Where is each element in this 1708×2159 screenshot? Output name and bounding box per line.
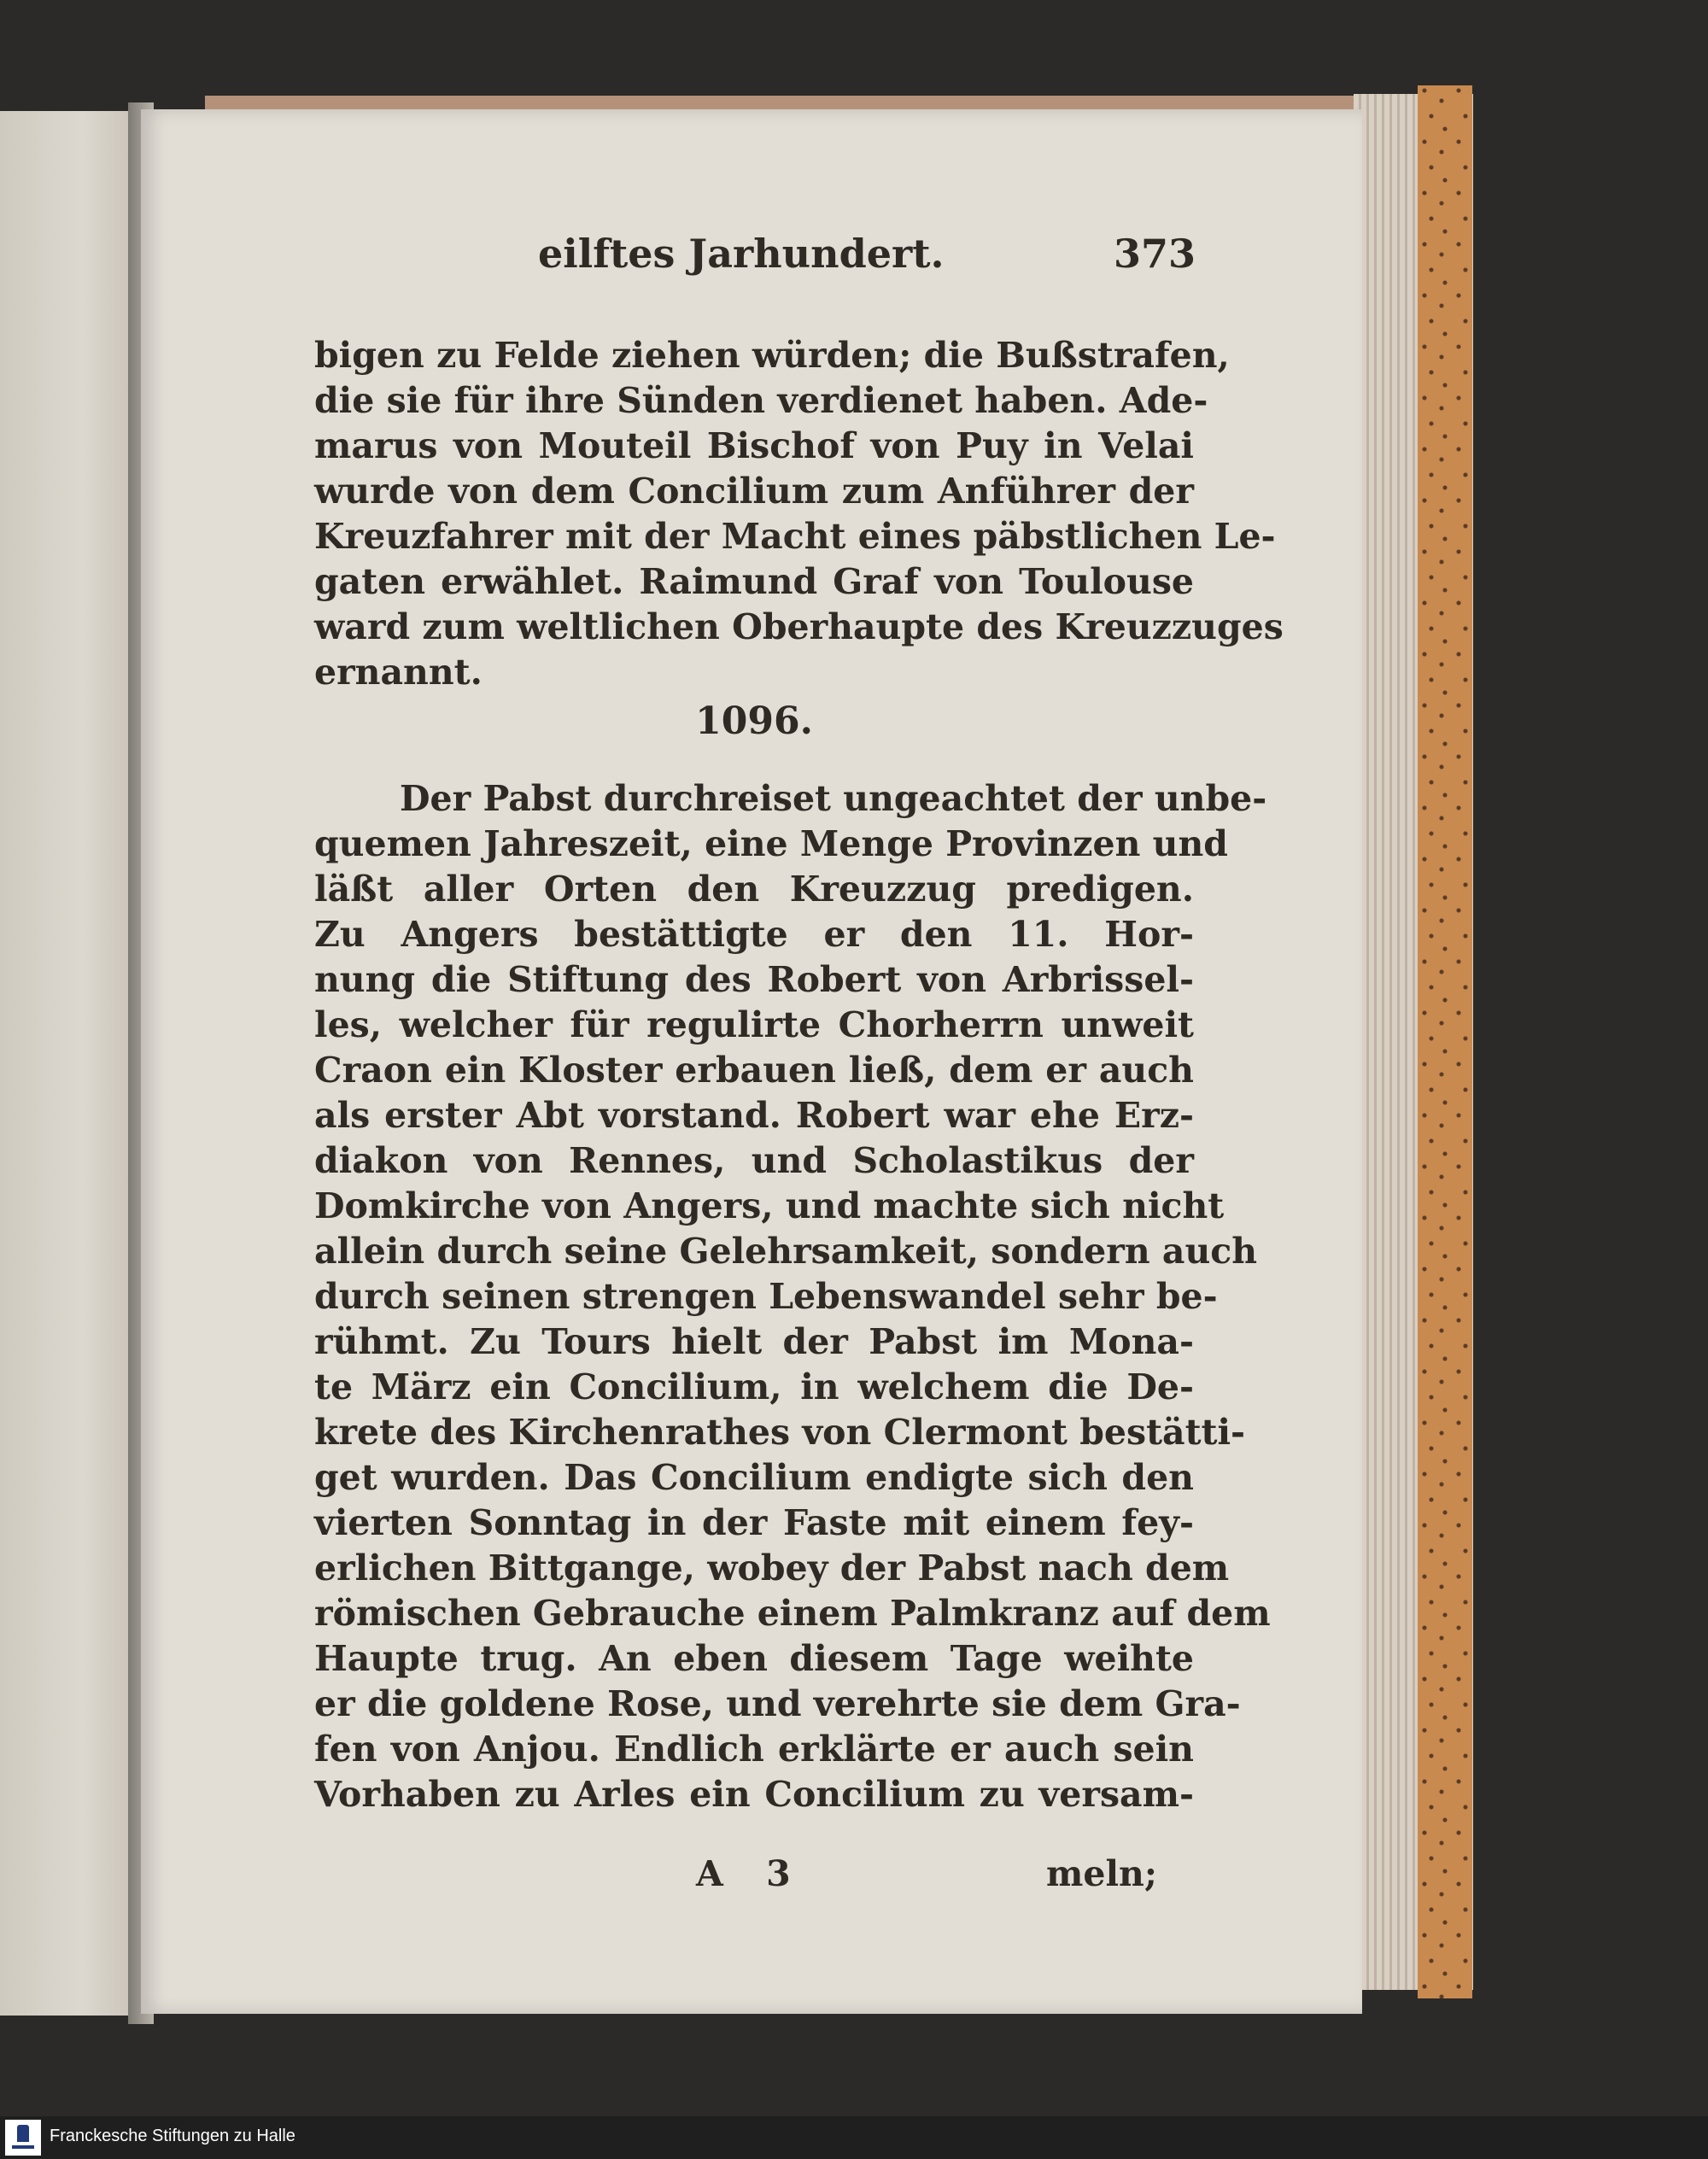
year-heading: 1096. xyxy=(695,699,813,743)
text-line: erlichen Bittgange, wobey der Pabst nach dem xyxy=(314,1548,1230,1589)
text-line: quemen Jahreszeit, eine Menge Provinzen und xyxy=(314,823,1228,864)
text-line: Haupte trug. An eben diesem Tage weihte xyxy=(314,1638,1194,1679)
text-line: er die goldene Rose, und verehrte sie dem Gra- xyxy=(314,1683,1241,1724)
page-header xyxy=(538,231,1196,290)
body-text xyxy=(314,333,1284,1817)
text-line: rühmt. Zu Tours hielt der Pabst im Mona- xyxy=(314,1321,1194,1362)
text-line: Der Pabst durchreiset ungeachtet der unbe- xyxy=(400,778,1267,819)
text-line: als erster Abt vorstand. Robert war ehe Erz- xyxy=(314,1095,1194,1136)
text-line: gaten erwählet. Raimund Graf von Toulouse xyxy=(314,561,1194,602)
book-cover-edge xyxy=(1418,85,1472,1998)
text-line: läßt aller Orten den Kreuzzug predigen. xyxy=(314,869,1194,910)
logo-base xyxy=(12,2145,34,2149)
text-line: get wurden. Das Concilium endigte sich den xyxy=(314,1457,1194,1498)
text-line: krete des Kirchenrathes von Clermont bestätti- xyxy=(314,1412,1246,1453)
running-title: eilftes Jarhundert. xyxy=(538,231,945,277)
francke-foundation-logo-icon xyxy=(5,2120,41,2156)
text-line: wurde von dem Concilium zum Anführer der xyxy=(314,471,1194,512)
text-line: Zu Angers bestättigte er den 11. Hor- xyxy=(314,914,1194,955)
text-line: les, welcher für regulirte Chorherrn unweit xyxy=(314,1004,1194,1045)
text-line: nung die Stiftung des Robert von Arbrissel- xyxy=(314,959,1194,1000)
text-line: Vorhaben zu Arles ein Concilium zu versam- xyxy=(314,1774,1194,1815)
text-line: Kreuzfahrer mit der Macht eines päbstlichen Le- xyxy=(314,516,1276,557)
text-line: vierten Sonntag in der Faste mit einem fey- xyxy=(314,1502,1194,1543)
text-line: ward zum weltlichen Oberhaupte des Kreuzzuges xyxy=(314,606,1284,647)
footer-bar xyxy=(0,2116,1708,2159)
text-line: römischen Gebrauche einem Palmkranz auf dem xyxy=(314,1593,1271,1634)
logo-mark xyxy=(17,2125,29,2142)
paragraph-2 xyxy=(314,776,1271,1817)
text-line: ernannt. xyxy=(314,652,483,693)
text-line: marus von Mouteil Bischof von Puy in Velai xyxy=(314,425,1194,466)
text-line: die sie für ihre Sünden verdienet haben. Ade- xyxy=(314,380,1208,421)
catchword: meln; xyxy=(1046,1853,1157,1894)
text-line: allein durch seine Gelehrsamkeit, sondern auch xyxy=(314,1231,1258,1272)
institution-name: Franckesche Stiftungen zu Halle xyxy=(50,2127,295,2145)
page-number: 373 xyxy=(1113,231,1196,277)
text-line: diakon von Rennes, und Scholastikus der xyxy=(314,1140,1194,1181)
paragraph-1 xyxy=(314,333,1284,695)
text-line: durch seinen strengen Lebenswandel sehr be- xyxy=(314,1276,1218,1317)
text-line: fen von Anjou. Endlich erklärte er auch sein xyxy=(314,1729,1194,1770)
text-line: Craon ein Kloster erbauen ließ, dem er auch xyxy=(314,1050,1194,1091)
text-line: te März ein Concilium, in welchem die De- xyxy=(314,1366,1194,1407)
catchline xyxy=(696,1853,1157,1904)
text-line: bigen zu Felde ziehen würden; die Bußstrafen, xyxy=(314,335,1230,376)
signature-mark: A 3 xyxy=(696,1853,806,1894)
text-line: Domkirche von Angers, und machte sich nicht xyxy=(314,1185,1225,1226)
left-page xyxy=(0,111,137,2016)
